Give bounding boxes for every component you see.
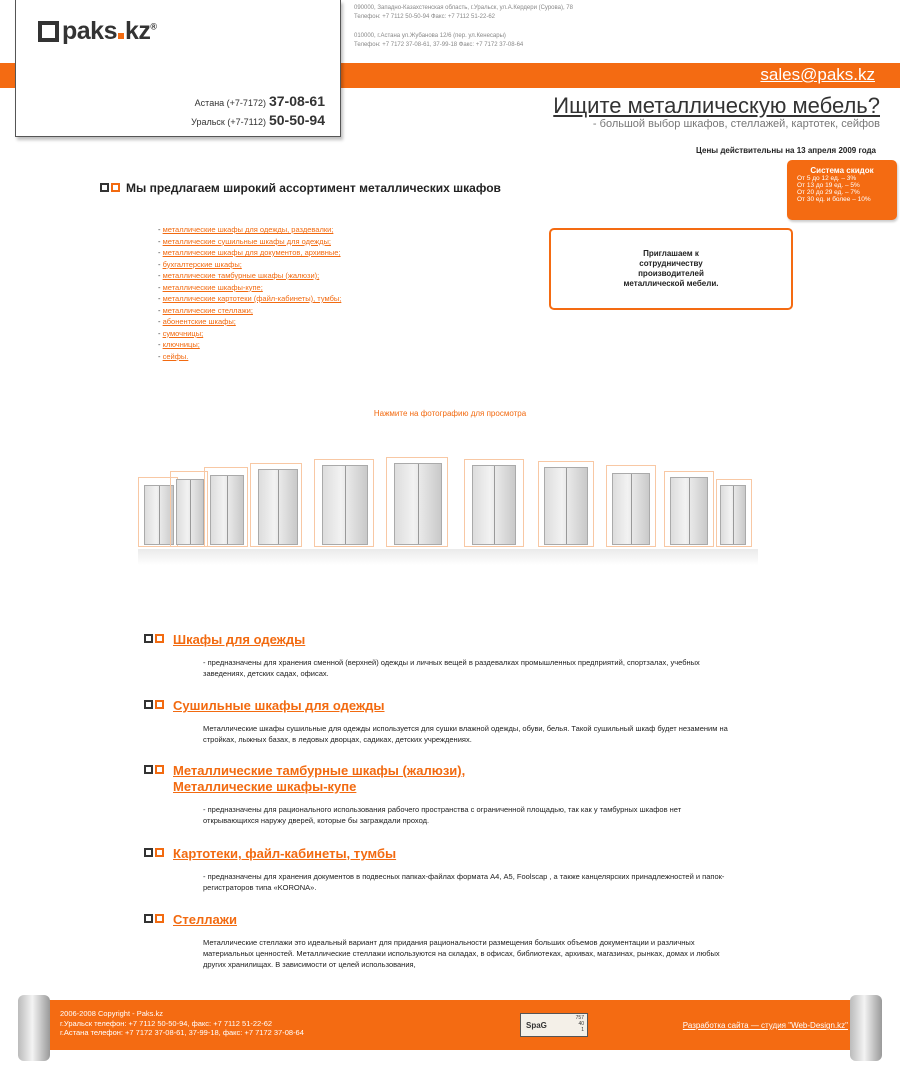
category-link[interactable]: металлические шкафы для одежды, раздевалки; [162, 225, 334, 234]
site-logo[interactable] [38, 17, 157, 46]
list-item: - металлические шкафы для одежды, раздевалки; [158, 225, 334, 234]
list-item: - металлические шкафы-купе; [158, 282, 263, 292]
header-phones [40, 93, 325, 131]
logo-dot-icon [118, 33, 124, 39]
category-link[interactable]: абонентские шкафы; [162, 317, 236, 326]
list-item: - сейфы. [158, 351, 189, 361]
cabinet-photo[interactable] [720, 485, 746, 545]
section-shelving [144, 912, 744, 970]
footer-uralsk: г.Уральск телефон: +7 7112 50-50-94, факс: +7 7112 51-22-62 [60, 1018, 273, 1028]
intro-block [100, 180, 520, 196]
double-square-icon [144, 634, 164, 643]
cabinet-photo[interactable] [670, 477, 708, 545]
section-drying-cabinets [144, 698, 744, 745]
footer-copyright: 2006-2008 Copyright - Paks.kz [60, 1009, 163, 1018]
section-desc: - предназначены для хранения сменной (верхней) одежды и личных вещей в раздевалках промышленных предприятий, спортзалах, учебных заведениях, детских садах, офисах. [203, 658, 700, 678]
cabinet-photo[interactable] [322, 465, 368, 545]
category-link[interactable]: сейфы. [162, 351, 189, 361]
list-item: - металлические сушильные шкафы для одежды; [158, 236, 331, 246]
list-item: - сумочницы; [158, 328, 204, 338]
cooperation-box[interactable]: Приглашаем к сотрудничеству производителей металлической мебели. [549, 228, 793, 310]
phone-uralsk: Уральск (+7-7112) 50-50-94 [191, 112, 325, 128]
category-link[interactable]: металлические тамбурные шкафы (жалюзи); [162, 271, 320, 280]
scroll-end-right [850, 995, 882, 1061]
counter-values: 757 40 1 [575, 1015, 584, 1033]
list-item: - ключницы; [158, 340, 200, 349]
header-addresses [354, 4, 573, 60]
category-link[interactable]: металлические шкафы-купе; [162, 282, 263, 292]
headline[interactable]: Ищите металлическую мебель? [553, 93, 880, 118]
gallery-reflection [138, 549, 758, 565]
section-link[interactable]: Шкафы для одежды [173, 632, 306, 647]
prices-date: Цены действительны на 13 апреля 2009 года [696, 146, 876, 155]
section-link[interactable]: Сушильные шкафы для одежды [173, 698, 385, 713]
list-item: - металлические стеллажи; [158, 305, 253, 315]
discount-line: От 5 до 12 ед. – 3% [797, 175, 857, 182]
footer-astana: г.Астана телефон: +7 7172 37-08-61, 37-99-18, факс: +7 7172 37-08-64 [60, 1028, 304, 1037]
scroll-end-left [18, 995, 50, 1061]
category-link[interactable]: сумочницы; [162, 328, 204, 338]
developer-link[interactable]: Разработка сайта — студия "Web-Design.kz" [682, 1021, 848, 1030]
discount-line: От 30 ед. и более – 10% [797, 196, 871, 203]
cabinet-photo[interactable] [176, 479, 204, 545]
section-link[interactable]: Металлические тамбурные шкафы (жалюзи), [173, 763, 466, 778]
section-desc: Металлические шкафы сушильные для одежды используется для сушки влажной одежды, обуви, белья. Такой сушильный шкаф будет незаменим на стройках, лыжных базах, в ледовых дворцах, садиках, детских учреждениях. [203, 724, 728, 744]
double-square-icon [144, 700, 164, 709]
headline-block [553, 93, 880, 130]
category-link[interactable]: металлические сушильные шкафы для одежды; [162, 236, 331, 246]
section-link[interactable]: Стеллажи [173, 912, 237, 927]
list-item: - металлические тамбурные шкафы (жалюзи); [158, 271, 320, 280]
cabinet-photo[interactable] [210, 475, 244, 545]
double-square-icon [144, 914, 164, 923]
section-desc: Металлические стеллажи это идеальный вариант для придания рациональности размещения больших объемов документации и различных материальных ценностей. Металлические стеллажи используются на складах, в офисах, библиотеках, архивах, магазинах, рынках, домах и любых других хранилищах. В зависимости от целей использования, [203, 938, 720, 969]
section-title [144, 698, 744, 714]
cabinet-photo[interactable] [258, 469, 298, 545]
section-desc: - предназначены для хранения документов в подвесных папках-файлах формата А4, А5, Foolscap , а также канцелярских принадлежностей и папок-регистраторов типа «KORONA». [203, 872, 725, 892]
section-title [144, 912, 744, 928]
discount-line: От 13 до 19 ед. – 5% [797, 182, 860, 189]
discount-title: Система скидок [810, 166, 874, 175]
address-astana: 010000, г.Астана ул.Жубанова 12/6 (пер. ул.Кенесары) Телефон: +7 7172 37-08-61, 37-99-18 Факс: +7 7172 37-08-64 [354, 33, 524, 48]
header-slogan: Высокое качество, низкие цены, н [32, 66, 302, 85]
category-link[interactable]: бухгалтерские шкафы; [162, 259, 242, 269]
section-link[interactable]: Картотеки, файл-кабинеты, тумбы [173, 846, 397, 861]
logo-square-icon [38, 21, 59, 42]
category-link[interactable]: металлические картотеки (файл-кабинеты), тумбы; [162, 294, 342, 303]
gallery-hint: Нажмите на фотографию для просмотра [373, 409, 527, 418]
category-list [158, 224, 341, 362]
list-item: - абонентские шкафы; [158, 317, 236, 326]
double-square-icon [144, 848, 164, 857]
list-item: - металлические шкафы для документов, архивные; [158, 248, 341, 257]
logo-text: paks kz® [62, 17, 157, 45]
list-item: - бухгалтерские шкафы; [158, 259, 242, 269]
category-link[interactable]: металлические шкафы для документов, архивные; [162, 248, 341, 257]
section-title [144, 763, 744, 795]
double-square-icon [100, 183, 120, 192]
section-clothes-cabinets [144, 632, 744, 679]
section-link[interactable]: Металлические шкафы-купе [173, 779, 357, 794]
intro-title: Мы предлагаем широкий ассортимент металлических шкафов [100, 180, 520, 196]
list-item: - металлические картотеки (файл-кабинеты), тумбы; [158, 294, 342, 303]
cabinet-photo[interactable] [544, 467, 588, 545]
counter-logo: SpaG [526, 1021, 547, 1030]
footer [18, 995, 882, 1055]
address-uralsk: 090000, Западно-Казахстенская область, г.Уральск, ул.А.Кердери (Сурова), 78 Телефон: +7 7112 50-50-94 Факс: +7 7112 51-22-62 [354, 5, 573, 20]
phone-astana: Астана (+7-7172) 37-08-61 [194, 93, 325, 109]
category-link[interactable]: металлические стеллажи; [162, 305, 253, 315]
cabinet-photo[interactable] [612, 473, 650, 545]
section-tambour-cabinets [144, 763, 744, 826]
section-title [144, 632, 744, 648]
category-link[interactable]: ключницы; [162, 340, 200, 349]
cabinet-gallery [138, 455, 758, 565]
subheadline: - большой выбор шкафов, стеллажей, картотек, сейфов [592, 118, 880, 130]
section-desc: - предназначены для рационального использования рабочего пространства с ограниченной площадью, так как у тамбурных шкафов нет открывающихся наружу дверей, которые бы заграждали проход. [203, 805, 682, 825]
visit-counter[interactable] [520, 1013, 588, 1037]
footer-contacts [60, 1009, 304, 1038]
discount-line: От 20 до 29 ед. – 7% [797, 189, 860, 196]
cabinet-photo[interactable] [394, 463, 442, 545]
sales-email-link[interactable]: sales@paks.kz [760, 65, 875, 84]
section-file-cabinets [144, 846, 744, 893]
discount-badge [787, 160, 897, 220]
section-title [144, 846, 744, 862]
double-square-icon [144, 765, 164, 774]
cabinet-photo[interactable] [472, 465, 516, 545]
